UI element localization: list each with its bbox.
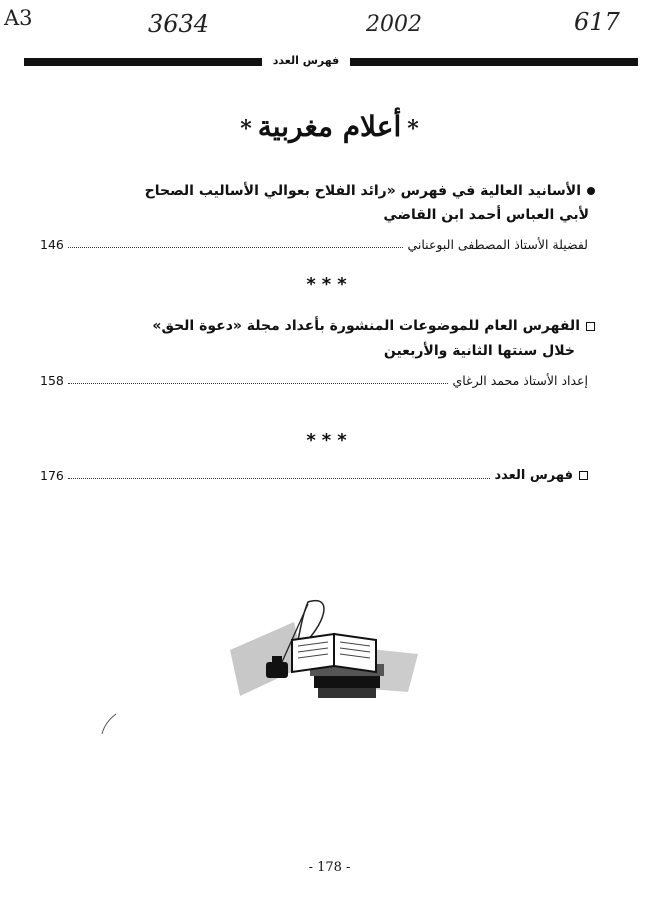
- dot-leader: [68, 478, 491, 479]
- toc-line[interactable]: [40, 234, 588, 252]
- star-ornament: *: [407, 115, 419, 142]
- entry-title-text: الفهرس العام للموضوعات المنشورة بأعداد مجلة «دعوة الحق»: [152, 318, 580, 334]
- toc-line-index[interactable]: [40, 465, 588, 483]
- running-header: فهرس العدد: [272, 54, 340, 67]
- header-rule-right: [350, 58, 638, 66]
- index-entry-label: فهرس العدد: [494, 468, 588, 483]
- pen-stroke-mark: [100, 712, 120, 736]
- handwritten-date: 2002: [366, 12, 422, 37]
- bullet-square-icon: [579, 471, 588, 480]
- separator-stars: ***: [306, 430, 353, 451]
- entry-page: 158: [40, 373, 64, 388]
- entry-title-text: الأسانيد العالية في فهرس «رائد الفلاح بعوالي الأساليب الصحاح: [144, 183, 581, 199]
- toc-line[interactable]: [40, 370, 588, 388]
- dot-leader: [68, 247, 404, 248]
- star-ornament: *: [240, 115, 252, 142]
- books-quill-illustration-icon: [222, 596, 422, 708]
- entry-subtitle: خلال سنتها الثانية والأربعين: [383, 343, 575, 359]
- entry-page: 146: [40, 237, 64, 252]
- entry-subtitle: لأبي العباس أحمد ابن القاضي: [383, 207, 589, 223]
- header-rule-left: [24, 58, 262, 66]
- entry-title: [145, 183, 595, 199]
- section-title: [0, 110, 659, 143]
- entry-title: [152, 318, 595, 334]
- index-entry-page: 176: [40, 468, 64, 483]
- handwritten-code: 3634: [148, 10, 210, 38]
- entry-author: لفضيلة الأستاذ المصطفى البوعناني: [407, 237, 588, 252]
- page-number: - 178 -: [308, 860, 351, 875]
- dot-leader: [68, 383, 449, 384]
- handwritten-page-code: 617: [574, 8, 620, 36]
- section-title-text: أعلام مغربية: [257, 110, 402, 143]
- bullet-dot-icon: [587, 187, 595, 195]
- bullet-square-icon: [586, 322, 595, 331]
- handwritten-corner-label: A3: [4, 6, 33, 30]
- entry-author: إعداد الأستاذ محمد الرغاي: [452, 373, 588, 388]
- separator-stars: ***: [306, 274, 353, 295]
